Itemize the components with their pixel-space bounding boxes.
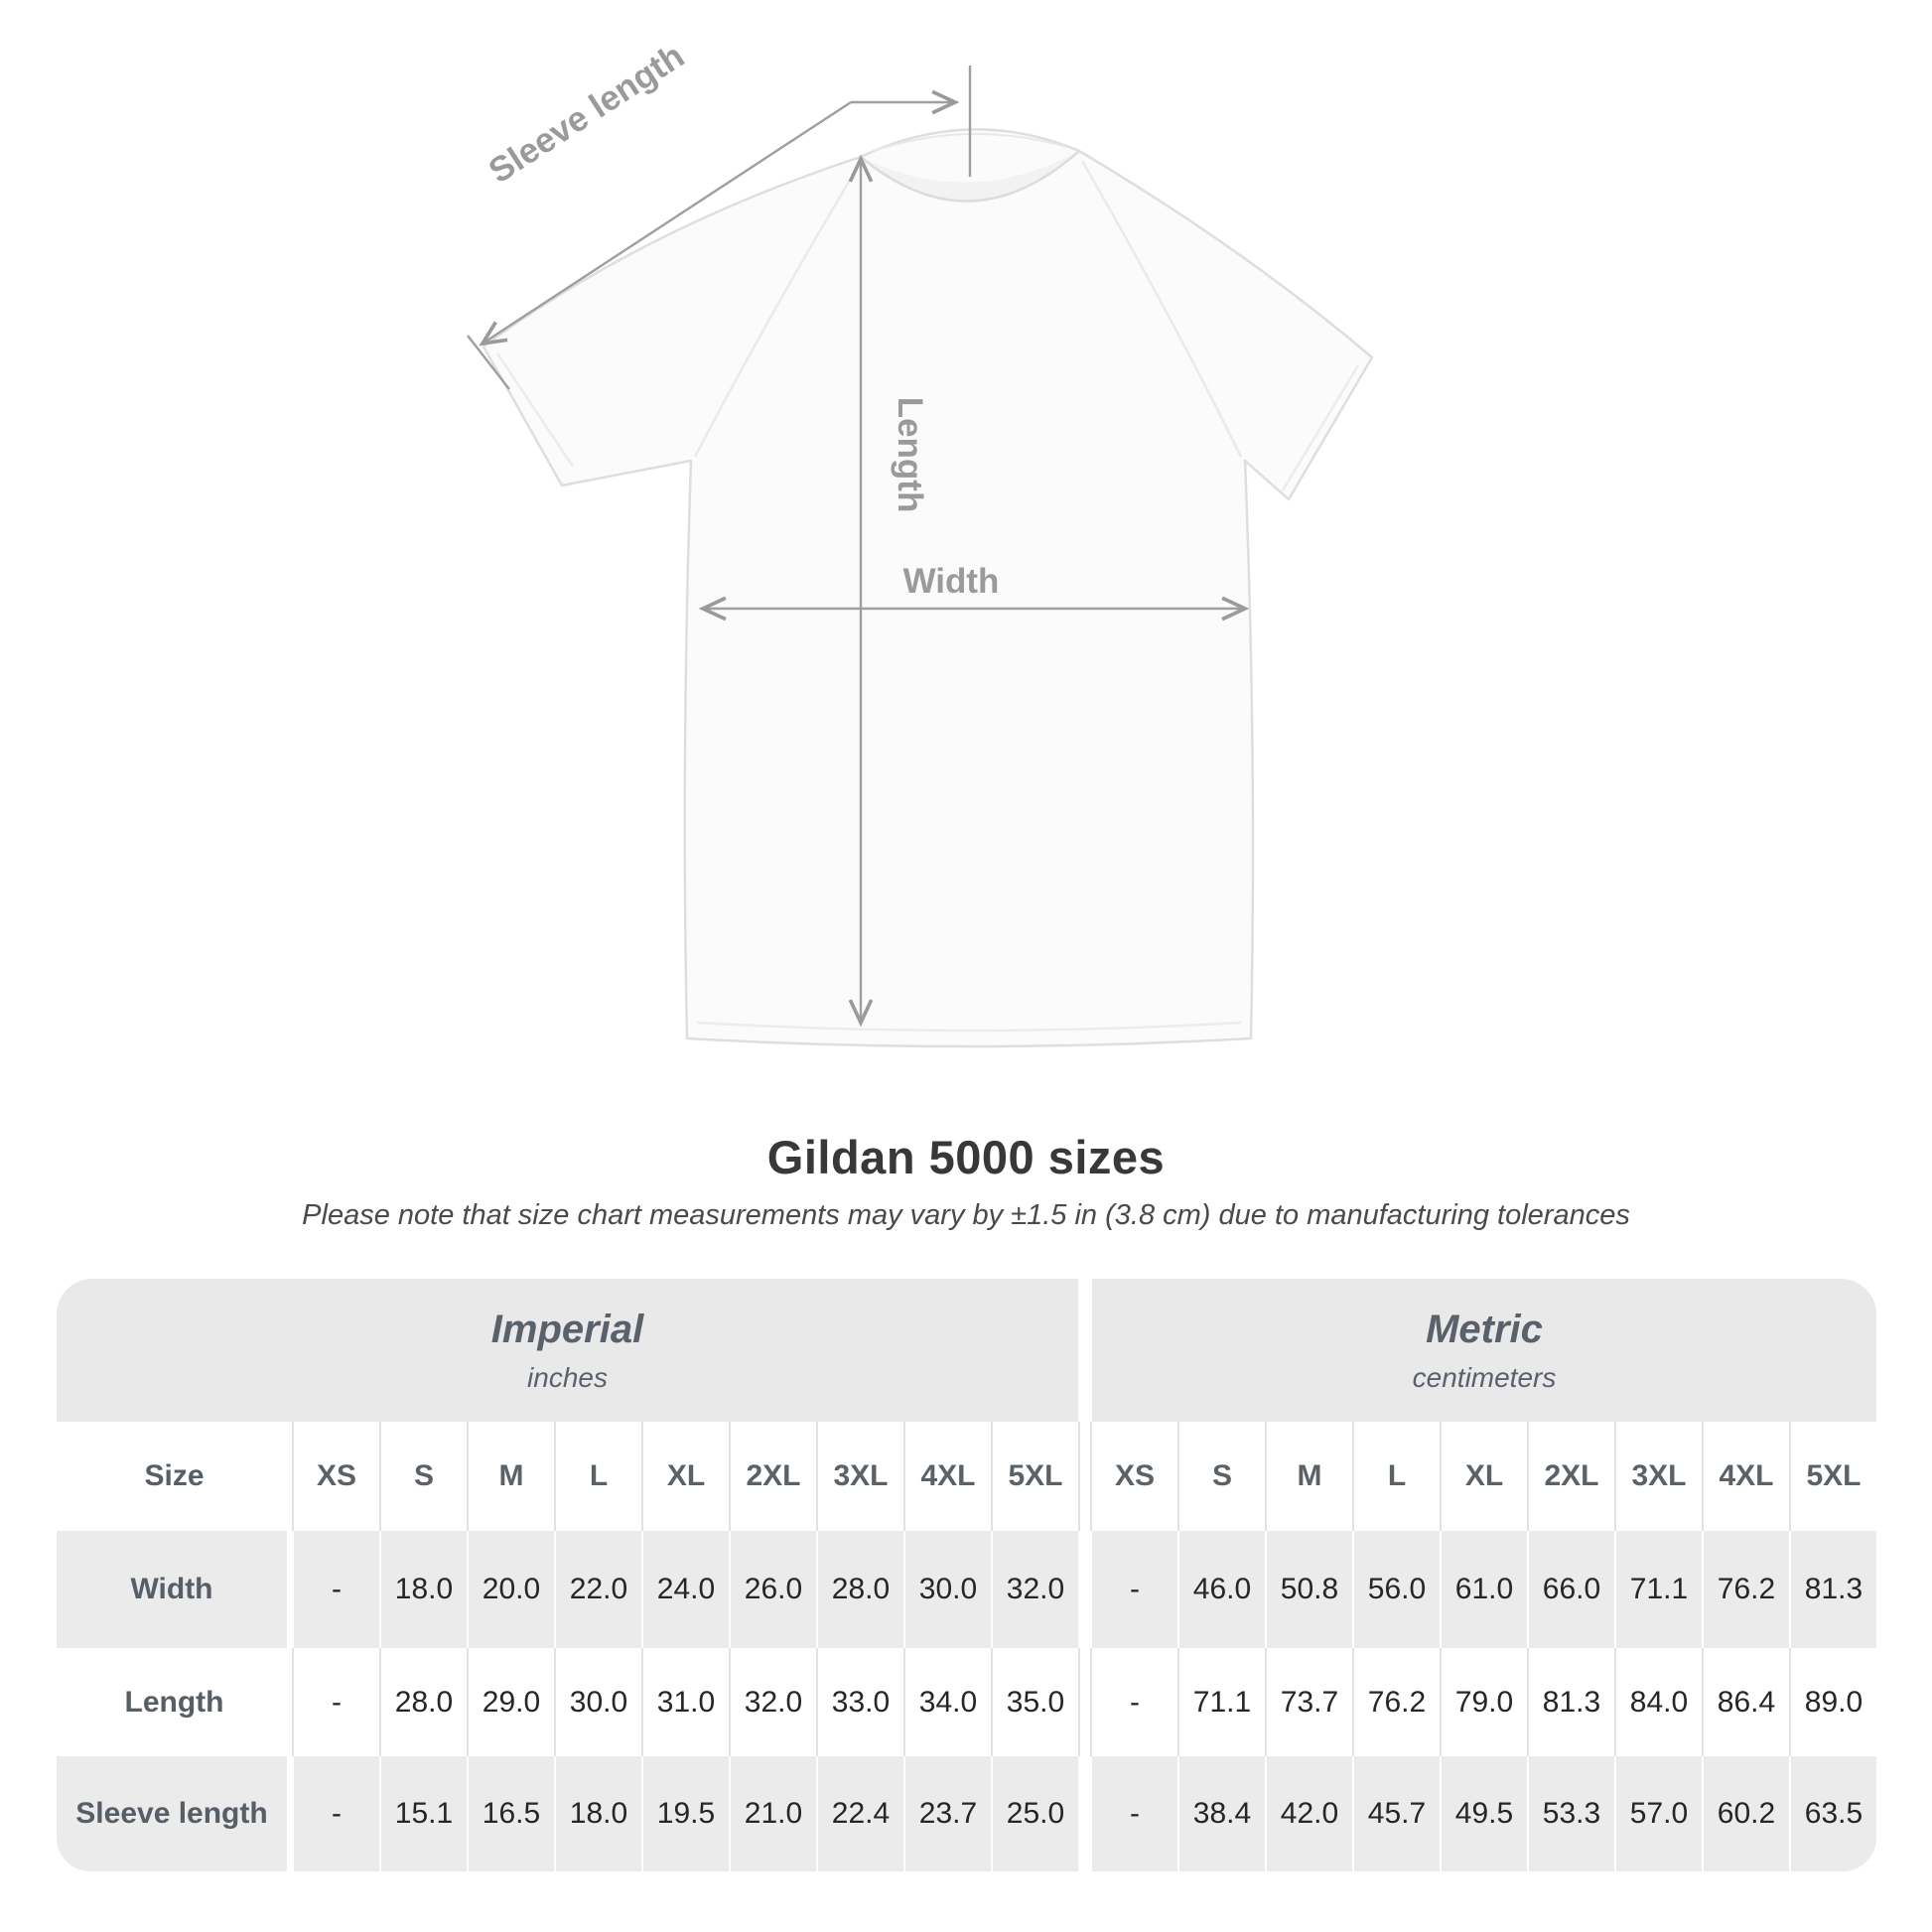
sleeve-metric-3xl: 57.0 [1616,1756,1702,1871]
length-imperial-m: 29.0 [469,1648,554,1756]
length-imperial-s: 28.0 [381,1648,467,1756]
length-label: Length [891,396,929,513]
length-metric-m: 73.7 [1267,1648,1352,1756]
size-column-header: Size [57,1422,292,1531]
width-metric-l: 56.0 [1354,1531,1440,1648]
sleeve-metric-5xl: 63.5 [1791,1756,1876,1871]
metric-unit: centimeters [1412,1361,1557,1393]
metric-label: Metric [1426,1307,1543,1351]
sleeve-row-label: Sleeve length [57,1756,287,1871]
sleeve-length-label: Sleeve length [482,36,691,192]
metric-group-header [1092,1279,1876,1422]
width-label: Width [902,562,1000,601]
width-imperial-5xl: 32.0 [993,1531,1078,1648]
length-imperial-xs: - [294,1648,379,1756]
sleeve-metric-l: 45.7 [1354,1756,1440,1871]
imperial-label: Imperial [490,1307,644,1351]
size-head-metric-2xl: 2XL [1529,1422,1614,1531]
length-metric-xl: 79.0 [1442,1648,1527,1756]
size-head-imperial-2xl: 2XL [731,1422,816,1531]
size-head-imperial-m: M [469,1422,554,1531]
size-head-metric-m: M [1267,1422,1352,1531]
width-metric-s: 46.0 [1179,1531,1265,1648]
size-head-metric-xl: XL [1442,1422,1527,1531]
sleeve-imperial-3xl: 22.4 [818,1756,903,1871]
width-imperial-l: 22.0 [556,1531,641,1648]
width-metric-m: 50.8 [1267,1531,1352,1648]
sleeve-metric-4xl: 60.2 [1704,1756,1789,1871]
size-head-metric-5xl: 5XL [1791,1422,1876,1531]
sleeve-imperial-s: 15.1 [381,1756,467,1871]
group-divider [1080,1756,1090,1871]
length-row-label: Length [57,1648,292,1756]
size-head-imperial-5xl: 5XL [993,1422,1078,1531]
group-divider [1080,1531,1090,1648]
size-head-imperial-l: L [556,1422,641,1531]
sleeve-imperial-4xl: 23.7 [905,1756,991,1871]
size-head-metric-l: L [1354,1422,1440,1531]
sleeve-metric-2xl: 53.3 [1529,1756,1614,1871]
width-metric-5xl: 81.3 [1791,1531,1876,1648]
size-head-imperial-s: S [381,1422,467,1531]
size-head-metric-xs: XS [1092,1422,1177,1531]
width-metric-3xl: 71.1 [1616,1531,1702,1648]
length-metric-s: 71.1 [1179,1648,1265,1756]
size-head-metric-4xl: 4XL [1704,1422,1789,1531]
imperial-group-header [57,1279,1078,1422]
size-head-imperial-xl: XL [643,1422,729,1531]
sleeve-metric-m: 42.0 [1267,1756,1352,1871]
length-imperial-4xl: 34.0 [905,1648,991,1756]
length-metric-xs: - [1092,1648,1177,1756]
length-imperial-xl: 31.0 [643,1648,729,1756]
group-divider [1080,1279,1090,1422]
length-metric-4xl: 86.4 [1704,1648,1789,1756]
sleeve-metric-xs: - [1092,1756,1177,1871]
length-row [57,1648,1876,1756]
sleeve-metric-xl: 49.5 [1442,1756,1527,1871]
sleeve-imperial-m: 16.5 [469,1756,554,1871]
sleeve-imperial-2xl: 21.0 [731,1756,816,1871]
width-metric-xl: 61.0 [1442,1531,1527,1648]
width-imperial-m: 20.0 [469,1531,554,1648]
size-table [57,1279,1876,1871]
length-metric-5xl: 89.0 [1791,1648,1876,1756]
size-head-imperial-xs: XS [294,1422,379,1531]
length-metric-2xl: 81.3 [1529,1648,1614,1756]
width-imperial-2xl: 26.0 [731,1531,816,1648]
group-divider [1080,1422,1090,1531]
sleeve-length-row [57,1756,1876,1871]
length-imperial-l: 30.0 [556,1648,641,1756]
page-title: Gildan 5000 sizes [766,1131,1166,1183]
length-imperial-3xl: 33.0 [818,1648,903,1756]
length-imperial-2xl: 32.0 [731,1648,816,1756]
width-row [57,1531,1876,1648]
width-imperial-xl: 24.0 [643,1531,729,1648]
width-metric-4xl: 76.2 [1704,1531,1789,1648]
size-header-row [57,1422,1876,1531]
tolerance-note: Please note that size chart measurements may vary by ±1.5 in (3.8 cm) due to manufacturing tolerances [302,1199,1630,1231]
width-imperial-3xl: 28.0 [818,1531,903,1648]
width-imperial-xs: - [294,1531,379,1648]
width-imperial-4xl: 30.0 [905,1531,991,1648]
imperial-unit: inches [527,1361,608,1393]
sleeve-metric-s: 38.4 [1179,1756,1265,1871]
sleeve-imperial-xl: 19.5 [643,1756,729,1871]
unit-group-row [57,1279,1876,1422]
size-head-imperial-4xl: 4XL [905,1422,991,1531]
group-divider [1080,1648,1090,1756]
sleeve-imperial-l: 18.0 [556,1756,641,1871]
sleeve-imperial-5xl: 25.0 [993,1756,1078,1871]
width-metric-2xl: 66.0 [1529,1531,1614,1648]
sleeve-imperial-xs: - [294,1756,379,1871]
width-imperial-s: 18.0 [381,1531,467,1648]
size-head-imperial-3xl: 3XL [818,1422,903,1531]
length-metric-l: 76.2 [1354,1648,1440,1756]
length-metric-3xl: 84.0 [1616,1648,1702,1756]
size-head-metric-3xl: 3XL [1616,1422,1702,1531]
width-row-label: Width [57,1531,287,1648]
size-head-metric-s: S [1179,1422,1265,1531]
length-imperial-5xl: 35.0 [993,1648,1078,1756]
width-metric-xs: - [1092,1531,1177,1648]
